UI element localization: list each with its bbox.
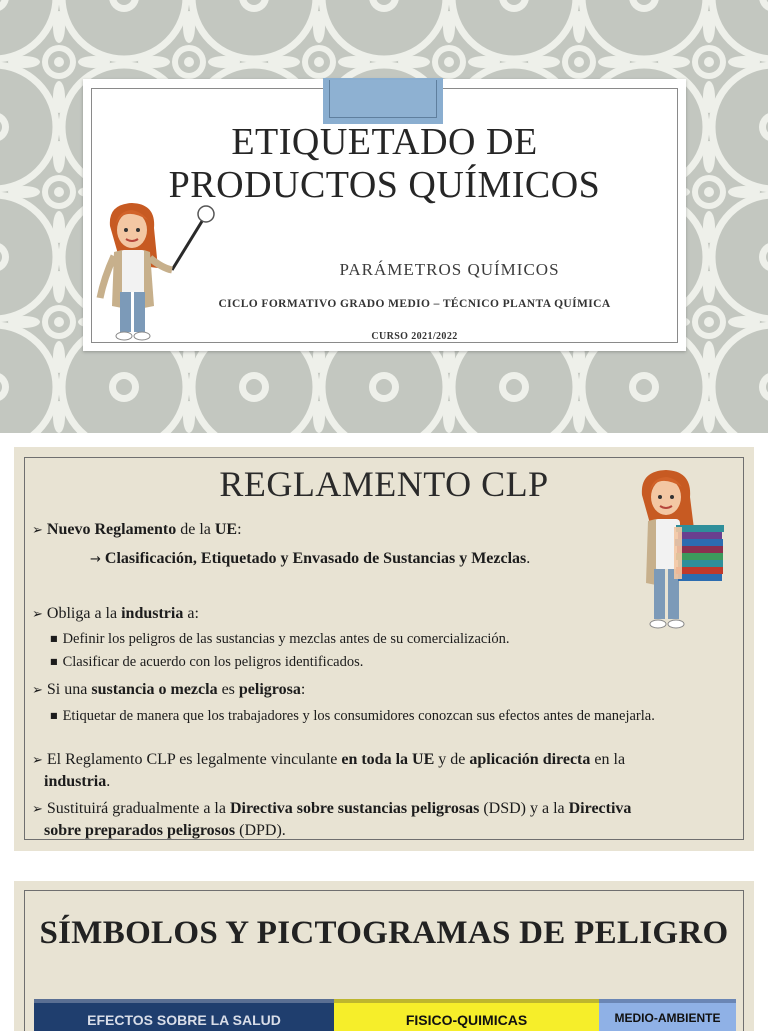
cartoon-avatar-books-icon [634, 467, 734, 642]
header-health-effects: EFECTOS SOBRE LA SALUD [34, 999, 334, 1031]
list-item: ■ Clasificar de acuerdo con los peligros identificados. [50, 654, 364, 670]
title-slide [0, 0, 768, 433]
bullet-replace-directives-cont: sobre preparados peligrosos (DPD). [44, 822, 286, 839]
bullet-arrow-icon: ➢ [32, 753, 43, 768]
bullet-dangerous-substance: ➢ Si una sustancia o mezcla es peligrosa: [32, 681, 306, 698]
bullet-binding-regulation-cont: industria. [44, 773, 111, 790]
slide-title: SÍMBOLOS Y PICTOGRAMAS DE PELIGRO [39, 915, 729, 951]
bullet-arrow-icon: ➢ [32, 683, 43, 698]
square-bullet-icon: ■ [50, 634, 58, 643]
slide-subtitle: PARÁMETROS QUÍMICOS [339, 260, 560, 279]
accent-tab [323, 78, 443, 124]
hazard-pictograms-slide [14, 881, 754, 1031]
right-arrow-icon: → [90, 552, 101, 567]
title-line-1: ETIQUETADO DE [231, 121, 538, 163]
course-name: CICLO FORMATIVO GRADO MEDIO – TÉCNICO PLANTA QUÍMICA [218, 298, 611, 310]
course-year: CURSO 2021/2022 [371, 331, 458, 342]
header-environment: MEDIO-AMBIENTE [599, 999, 736, 1031]
bullet-arrow-icon: ➢ [32, 523, 43, 538]
pictogram-table-header [34, 999, 736, 1031]
title-line-2: PRODUCTOS QUÍMICOS [168, 164, 601, 206]
bullet-replace-directives: ➢ Sustituirá gradualmente a la Directiva sobre sustancias peligrosas (DSD) y a la Directiva [32, 800, 632, 817]
clp-regulation-slide [14, 447, 754, 851]
square-bullet-icon: ■ [50, 657, 58, 666]
bullet-binding-regulation: ➢ El Reglamento CLP es legalmente vinculante en toda la UE y de aplicación directa en la [32, 751, 626, 768]
slide-title [83, 121, 686, 207]
cartoon-avatar-pointer-icon [92, 198, 222, 348]
header-physicochemical: FISICO-QUIMICAS [334, 999, 599, 1031]
list-item: ■ Etiquetar de manera que los trabajadores y los consumidores conozcan sus efectos antes de manejarla. [50, 708, 655, 724]
bullet-new-regulation: ➢ Nuevo Reglamento de la UE: [32, 521, 242, 538]
bullet-industry-obligation: ➢ Obliga a la industria a: [32, 605, 199, 622]
bullet-arrow-icon: ➢ [32, 607, 43, 622]
sub-bullet-clp-scope: → Clasificación, Etiquetado y Envasado de Sustancias y Mezclas. [90, 550, 531, 567]
bullet-arrow-icon: ➢ [32, 802, 43, 817]
list-item: ■ Definir los peligros de las sustancias y mezclas antes de su comercialización. [50, 631, 510, 647]
slide-title: REGLAMENTO CLP [219, 464, 549, 504]
square-bullet-icon: ■ [50, 711, 58, 720]
